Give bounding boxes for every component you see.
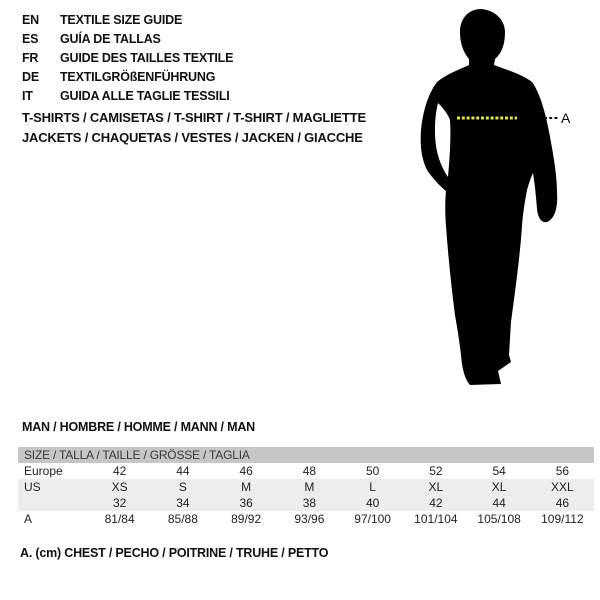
language-title: TEXTILE SIZE GUIDE bbox=[60, 13, 183, 27]
man-silhouette-figure bbox=[402, 6, 574, 388]
category-jackets: JACKETS / CHAQUETAS / VESTES / JACKEN / GIACCHE bbox=[22, 130, 363, 145]
size-cell: 46 bbox=[239, 464, 253, 478]
table-row-europe bbox=[18, 463, 594, 479]
language-title: GUÍA DE TALLAS bbox=[60, 32, 161, 46]
section-label-man: MAN / HOMBRE / HOMME / MANN / MAN bbox=[22, 420, 255, 434]
language-code: DE bbox=[22, 70, 39, 84]
table-row-unlabeled bbox=[18, 495, 594, 511]
size-cell: XXL bbox=[551, 480, 574, 494]
language-row-en bbox=[22, 11, 233, 30]
table-row-a-chest bbox=[18, 511, 594, 527]
language-row-de bbox=[22, 68, 233, 87]
size-row-label: A bbox=[24, 512, 33, 526]
measurement-label-a: A bbox=[561, 110, 571, 126]
size-cell: 42 bbox=[112, 464, 127, 478]
size-cell: 93/96 bbox=[294, 512, 325, 526]
size-cell: 81/84 bbox=[104, 512, 135, 526]
garment-categories bbox=[22, 108, 366, 148]
size-row-label bbox=[18, 495, 88, 511]
language-list bbox=[22, 11, 233, 106]
size-cell: 97/100 bbox=[354, 512, 391, 526]
size-cell: 42 bbox=[429, 496, 443, 510]
size-cell: 48 bbox=[302, 464, 317, 478]
language-code: EN bbox=[22, 13, 39, 27]
size-table-header: SIZE / TALLA / TAILLE / GRÖSSE / TAGLIA bbox=[18, 447, 594, 463]
language-title: GUIDE DES TAILLES TEXTILE bbox=[60, 51, 234, 65]
language-row-it bbox=[22, 87, 233, 106]
size-cell: XS bbox=[111, 480, 128, 494]
measurement-footnote: A. (cm) CHEST / PECHO / POITRINE / TRUHE / PETTO bbox=[20, 546, 329, 560]
category-tshirts: T-SHIRTS / CAMISETAS / T-SHIRT / T-SHIRT / MAGLIETTE bbox=[22, 110, 366, 125]
man-silhouette bbox=[421, 9, 558, 385]
size-cell: 101/104 bbox=[414, 512, 458, 526]
size-cell: 44 bbox=[176, 464, 190, 478]
language-code: ES bbox=[22, 32, 39, 46]
size-table bbox=[18, 447, 594, 527]
size-cell: M bbox=[241, 480, 252, 494]
size-row-label: Europe bbox=[24, 464, 63, 478]
size-cell: 105/108 bbox=[477, 512, 521, 526]
size-cell: 50 bbox=[365, 464, 380, 478]
size-cell: 34 bbox=[176, 496, 190, 510]
language-code: FR bbox=[22, 51, 39, 65]
language-row-fr bbox=[22, 49, 233, 68]
size-cell: XL bbox=[491, 480, 507, 494]
size-cell: 56 bbox=[555, 464, 570, 478]
size-cell: 40 bbox=[365, 496, 380, 510]
size-row-label: US bbox=[24, 480, 41, 494]
size-cell: S bbox=[178, 480, 187, 494]
size-cell: 89/92 bbox=[231, 512, 262, 526]
size-cell: L bbox=[369, 480, 376, 494]
size-cell: 109/112 bbox=[541, 512, 584, 526]
language-row-es bbox=[22, 30, 233, 49]
table-row-us bbox=[18, 479, 594, 495]
size-cell: 54 bbox=[492, 464, 506, 478]
language-title: TEXTILGRÖßENFÜHRUNG bbox=[60, 70, 216, 84]
language-title: GUIDA ALLE TAGLIE TESSILI bbox=[60, 89, 230, 103]
language-code: IT bbox=[22, 89, 33, 103]
size-cell: 46 bbox=[555, 496, 570, 510]
size-cell: 44 bbox=[492, 496, 506, 510]
size-cell: 36 bbox=[239, 496, 253, 510]
size-cell: 52 bbox=[429, 464, 443, 478]
size-cell: 32 bbox=[112, 496, 127, 510]
size-cell: XL bbox=[428, 480, 444, 494]
size-cell: 38 bbox=[302, 496, 317, 510]
size-cell: M bbox=[304, 480, 315, 494]
size-cell: 85/88 bbox=[167, 512, 198, 526]
